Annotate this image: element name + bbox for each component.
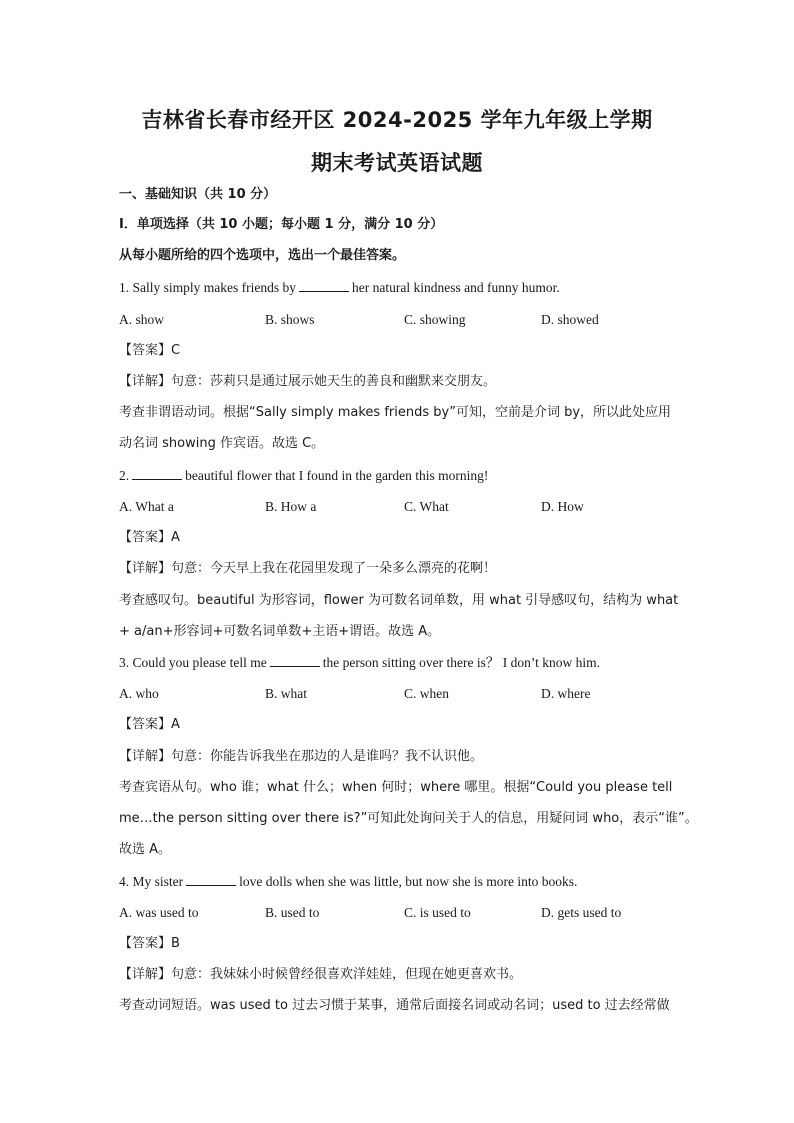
question-options [119,311,689,329]
detail-translation: 【详解】句意：今天早上我在花园里发现了一朵多么漂亮的花啊！ [119,561,497,576]
explanation-line: 考查宾语从句。who 谁；what 什么；when 何时；where 哪里。根据“Could you please tell [119,780,673,795]
question-stem [119,467,689,485]
answer-label: 【答案】A [119,530,180,545]
option-a: A. What a [119,499,174,514]
question-stem-post: the person sitting over there is？ I don’t know him. [322,655,600,670]
explanation-line: + a/an+形容词+可数名词单数+主语+谓语。故选 A。 [119,624,441,639]
option-b: B. used to [265,905,320,920]
answer-blank [299,279,349,292]
question-stem-post: her natural kindness and funny humor. [351,280,560,295]
option-c: C. showing [404,312,466,327]
question-options [119,685,689,703]
doc-title-line-2: 期末考试英语试题 [311,151,483,175]
option-a: A. was used to [119,905,199,920]
option-c: C. is used to [404,905,471,920]
explanation-line: 动名词 showing 作宾语。故选 C。 [119,436,325,451]
answer-label: 【答案】B [119,936,180,951]
option-a: A. show [119,312,165,327]
option-b: B. shows [265,312,315,327]
explanation-line: 考查感叹句。beautiful 为形容词，flower 为可数名词单数，用 what 引导感叹句，结构为 what [119,593,679,608]
detail-translation: 【详解】句意：莎莉只是通过展示她天生的善良和幽默来交朋友。 [119,374,497,389]
detail-translation: 【详解】句意：我妹妹小时候曾经很喜欢洋娃娃，但现在她更喜欢书。 [119,967,523,982]
option-b: B. How a [265,499,317,514]
answer-blank [186,873,236,886]
option-d: D. where [541,686,591,701]
detail-translation: 【详解】句意：你能告诉我坐在那边的人是谁吗？我不认识他。 [119,749,484,764]
question-stem [119,654,689,672]
question-stem-post: beautiful flower that I found in the garden this morning! [185,468,489,483]
doc-title-line-1: 吉林省长春市经开区 2024-2025 学年九年级上学期 [141,108,653,132]
question-stem [119,873,689,891]
answer-blank [132,467,182,480]
option-a: A. who [119,686,159,701]
question-options [119,498,689,516]
explanation-line: 考查非谓语动词。根据“Sally simply makes friends by”可知，空前是介词 by，所以此处应用 [119,405,672,420]
question-stem-pre: 1. Sally simply makes friends by [119,280,296,295]
section-sub-heading: Ⅰ．单项选择（共 10 小题；每小题 1 分，满分 10 分） [119,217,444,232]
option-d: D. showed [541,312,599,327]
answer-label: 【答案】A [119,717,180,732]
question-stem-pre: 3. Could you please tell me [119,655,267,670]
question-stem-pre: 4. My sister [119,874,184,889]
answer-blank [270,654,320,667]
question-options [119,904,689,922]
explanation-line: 考查动词短语。was used to 过去习惯于某事，通常后面接名词或动名词；used to 过去经常做 [119,998,670,1013]
option-c: C. What [404,499,449,514]
option-c: C. when [404,686,449,701]
section-instruction: 从每小题所给的四个选项中，选出一个最佳答案。 [119,248,406,263]
question-stem-pre: 2. [119,468,130,483]
option-d: D. How [541,499,584,514]
option-b: B. what [265,686,307,701]
option-d: D. gets used to [541,905,622,920]
explanation-line: 故选 A。 [119,842,172,857]
section-heading: 一、基础知识（共 10 分） [119,187,277,202]
question-stem-post: love dolls when she was little, but now she is more into books. [239,874,578,889]
answer-label: 【答案】C [119,343,181,358]
explanation-line: me…the person sitting over there is?”可知此处询问关于人的信息，用疑问词 who，表示“谁”。 [119,811,698,826]
question-stem [119,279,689,297]
